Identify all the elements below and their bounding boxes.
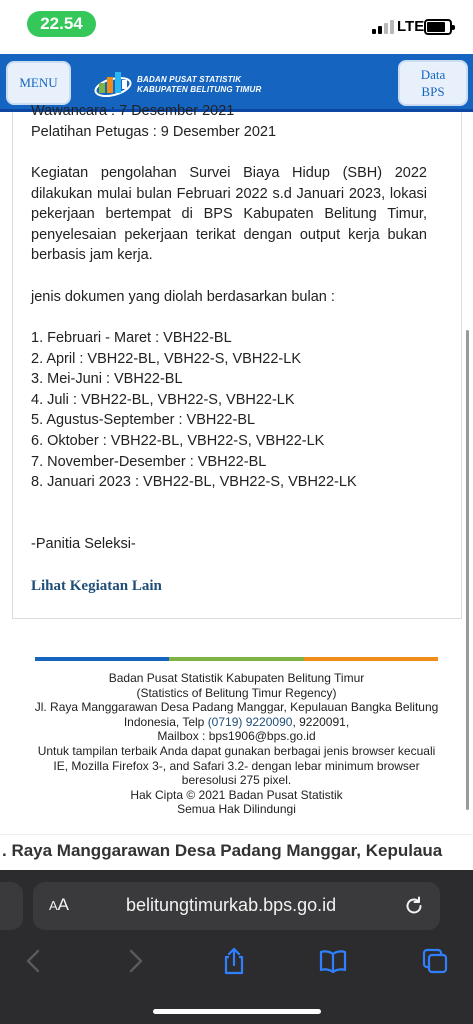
url-text[interactable]: belitungtimurkab.bps.go.id bbox=[126, 895, 337, 915]
more-activities-link[interactable]: Lihat Kegiatan Lain bbox=[31, 578, 162, 594]
scrollbar[interactable] bbox=[466, 330, 469, 810]
data-bps-button[interactable] bbox=[398, 60, 468, 106]
footer-phone-prefix: Indonesia, Telp bbox=[123, 714, 208, 729]
data-bps-label-2: BPS bbox=[421, 84, 445, 99]
signature: -Panitia Seleksi- bbox=[31, 536, 136, 552]
document-list bbox=[31, 328, 427, 493]
footer-copyright: Hak Cipta © 2021 Badan Pusat Statistik bbox=[130, 787, 343, 802]
footer-browser-note-3: beresolusi 275 pixel. bbox=[181, 773, 292, 788]
interview-date: Wawancara : 7 Desember 2021 bbox=[31, 103, 235, 119]
site-footer bbox=[10, 671, 463, 817]
footer-org: Badan Pusat Statistik Kabupaten Belitung Timur bbox=[108, 671, 365, 685]
list-item: 2. April : VBH22-BL, VBH22-S, VBH22-LK bbox=[31, 350, 301, 367]
footer-bar-green bbox=[169, 657, 303, 661]
status-bar bbox=[0, 0, 473, 52]
training-date: Pelatihan Petugas : 9 Desember 2021 bbox=[31, 124, 277, 140]
data-bps-label-1: Data bbox=[420, 67, 446, 82]
home-indicator[interactable] bbox=[153, 1009, 321, 1014]
logo-text bbox=[137, 75, 262, 95]
previous-tab-preview[interactable] bbox=[0, 882, 23, 930]
aa-large: A bbox=[57, 895, 70, 914]
footer-phone-suffix: , 9220091, bbox=[292, 714, 350, 729]
status-time: 22.54 bbox=[27, 11, 96, 37]
battery-icon bbox=[424, 19, 452, 35]
bps-logo-icon[interactable] bbox=[93, 69, 133, 101]
address-marquee bbox=[0, 834, 473, 870]
bookmarks-icon[interactable] bbox=[318, 946, 348, 976]
address-bar[interactable] bbox=[33, 882, 440, 930]
list-item: 4. Juli : VBH22-BL, VBH22-S, VBH22-LK bbox=[31, 391, 295, 408]
footer-browser-note-2: IE, Mozilla Firefox 3-, and Safari 3.2- dengan lebar minimum browser bbox=[53, 758, 420, 773]
list-item: 7. November-Desember : VBH22-BL bbox=[31, 453, 267, 470]
list-item: 6. Oktober : VBH22-BL, VBH22-S, VBH22-LK bbox=[31, 432, 325, 449]
reader-settings-button[interactable] bbox=[49, 895, 69, 915]
footer-rights: Semua Hak Dilindungi bbox=[177, 802, 296, 817]
footer-org-en: (Statistics of Belitung Timur Regency) bbox=[136, 685, 337, 700]
marquee-text: . Raya Manggarawan Desa Padang Manggar, Kepulaua bbox=[2, 841, 443, 860]
footer-phone-line bbox=[10, 715, 463, 730]
logo-line-1: BADAN PUSAT STATISTIK bbox=[137, 75, 242, 84]
menu-button[interactable]: MENU bbox=[6, 61, 71, 105]
document-intro: jenis dokumen yang diolah berdasarkan bulan : bbox=[31, 289, 335, 305]
aa-small: A bbox=[49, 898, 58, 913]
article-card bbox=[12, 103, 462, 619]
list-item: 3. Mei-Juni : VBH22-BL bbox=[31, 371, 183, 388]
back-icon[interactable] bbox=[19, 946, 49, 976]
footer-browser-note-1: Untuk tampilan terbaik Anda dapat gunakan berbagai jenis browser kecuali bbox=[37, 743, 436, 758]
footer-address: Jl. Raya Manggarawan Desa Padang Manggar, Kepulauan Bangka Belitung bbox=[34, 700, 439, 715]
list-item: 8. Januari 2023 : VBH22-BL, VBH22-S, VBH22-LK bbox=[31, 474, 357, 491]
list-item: 1. Februari - Maret : VBH22-BL bbox=[31, 330, 232, 346]
telephone-link[interactable]: (0719) 9220090 bbox=[207, 714, 293, 729]
forward-icon[interactable] bbox=[120, 946, 150, 976]
footer-color-bar bbox=[35, 657, 438, 661]
footer-mailbox: Mailbox : bps1906@bps.go.id bbox=[157, 729, 316, 744]
share-icon[interactable] bbox=[219, 946, 249, 976]
description-paragraph: Kegiatan pengolahan Survei Biaya Hidup (SBH) 2022 dilakukan mulai bulan Februari 2022 s.d Januari 2023, lokasi pekerjaan bertempat di BPS Kabupaten Belitung Timur, penyelesaian pekerjaan terikat dengan output kerja bukan berbasis jam kerja. bbox=[31, 165, 427, 264]
footer-bar-blue bbox=[35, 657, 169, 661]
tabs-icon[interactable] bbox=[420, 946, 450, 976]
reload-icon[interactable] bbox=[403, 895, 425, 917]
network-label: LTE bbox=[397, 18, 425, 35]
footer-bar-orange bbox=[304, 657, 438, 661]
list-item: 5. Agustus-September : VBH22-BL bbox=[31, 412, 256, 429]
browser-toolbar bbox=[0, 870, 473, 1024]
logo-line-2: KABUPATEN BELITUNG TIMUR bbox=[137, 85, 262, 94]
signal-icon bbox=[372, 20, 394, 34]
